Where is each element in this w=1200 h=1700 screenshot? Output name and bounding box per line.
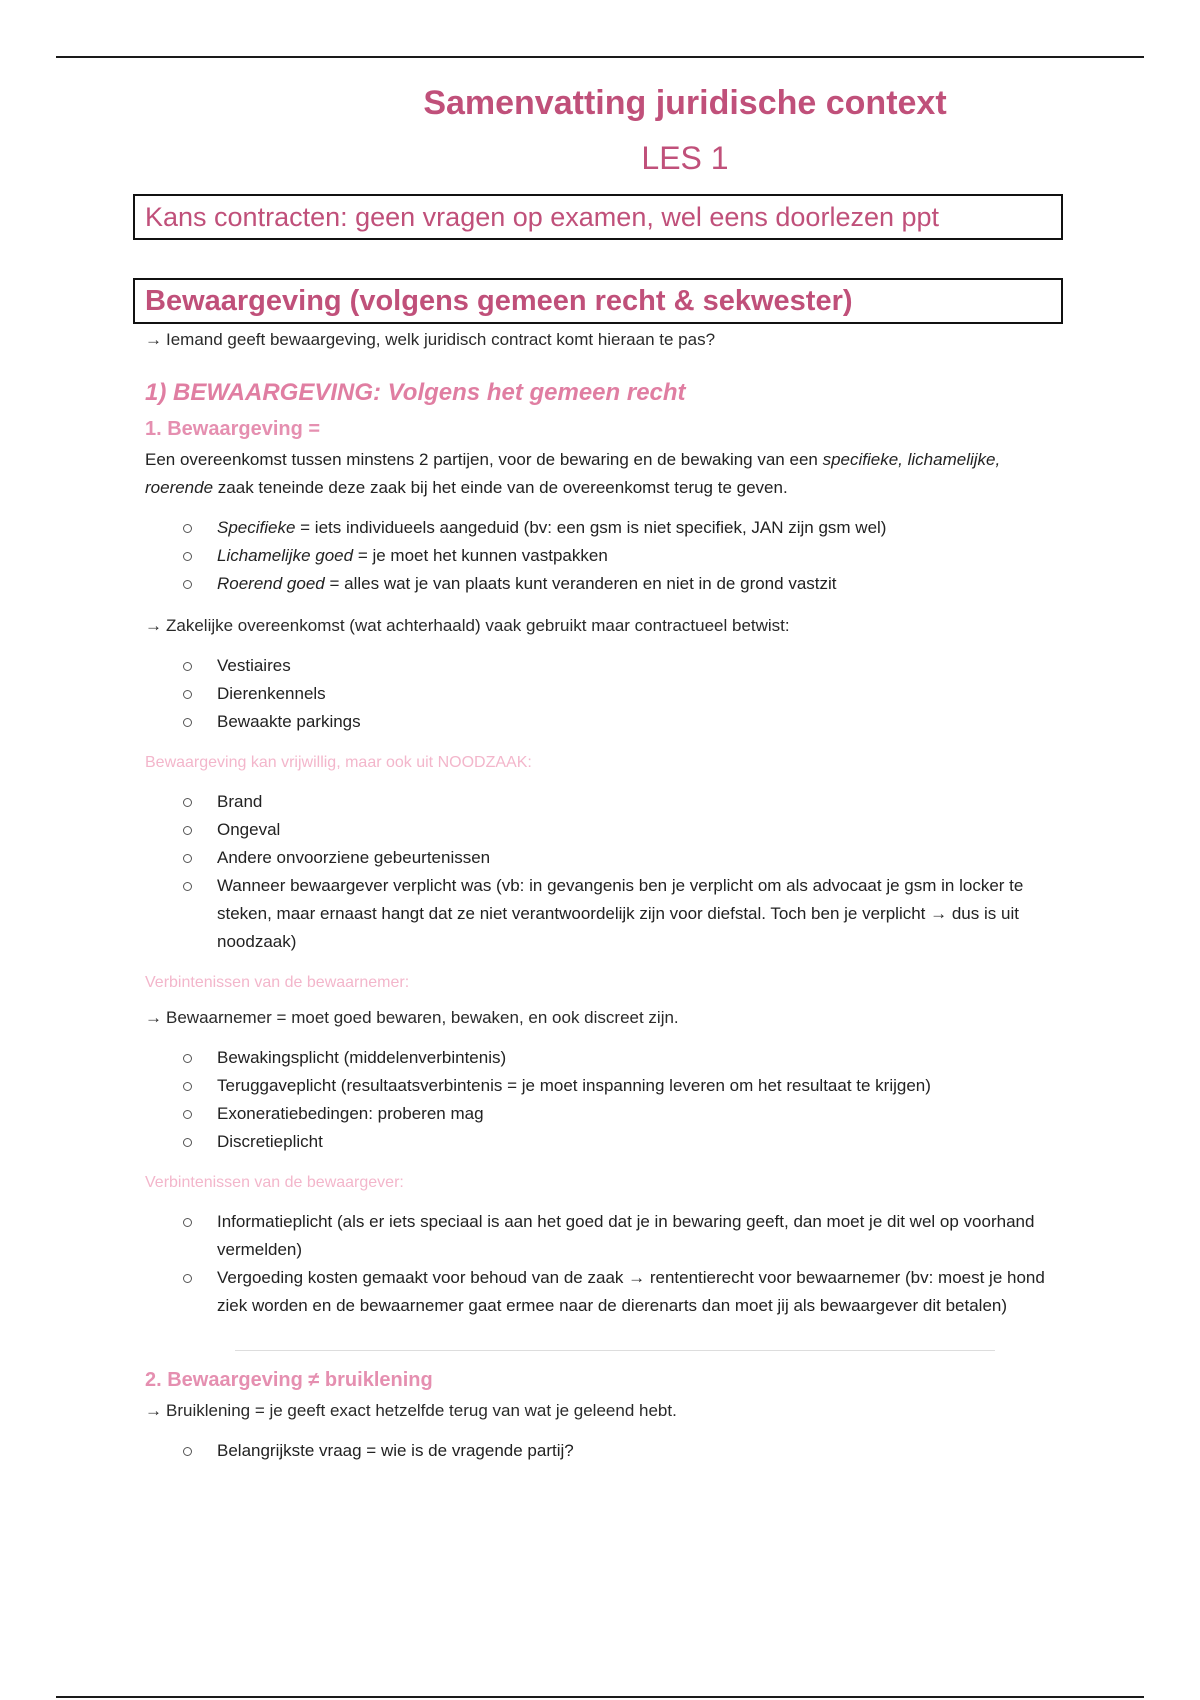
arrow-icon: →	[145, 1401, 162, 1420]
bullet-icon	[183, 1110, 192, 1119]
item-text: Ongeval	[217, 820, 281, 839]
bruik-list	[145, 1437, 1065, 1465]
list-item	[183, 1044, 1065, 1072]
bullet-icon	[183, 524, 192, 533]
bruik-text: Bruiklening = je geeft exact hetzelfde terug van wat je geleend hebt.	[166, 1401, 677, 1420]
bullet-icon	[183, 1082, 192, 1091]
bullet-icon	[183, 1447, 192, 1456]
list-item	[183, 788, 1065, 816]
list-item	[183, 1208, 1065, 1264]
bullet-icon	[183, 552, 192, 561]
term-desc: = iets individueels aangeduid (bv: een gsm is niet specifiek, JAN zijn gsm wel)	[295, 518, 887, 537]
bruik-line	[145, 1397, 1065, 1425]
item-text: Vestiaires	[217, 656, 291, 675]
list-item	[183, 542, 1065, 570]
bullet-icon	[183, 1138, 192, 1147]
term-desc: = je moet het kunnen vastpakken	[353, 546, 608, 565]
item-text: Andere onvoorziene gebeurtenissen	[217, 848, 491, 867]
document-page	[145, 80, 1065, 1465]
item-text: Wanneer bewaargever verplicht was (vb: in gevangenis ben je verplicht om als advocaat je gsm in locker te steken, maar ernaast hangt dat ze niet verantwoordelijk zijn voor diefstal. Toch ben je verplicht → dus is uit noodzaak)	[217, 876, 1024, 951]
zakelijke-text: Zakelijke overeenkomst (wat achterhaald) vaak gebruikt maar contractueel betwist:	[166, 616, 790, 635]
list-item	[183, 570, 1065, 598]
bullet-icon	[183, 1274, 192, 1283]
arrow-icon: →	[145, 616, 162, 635]
intro-line	[145, 326, 1065, 354]
list-item	[183, 872, 1065, 956]
bullet-icon	[183, 690, 192, 699]
list-item	[183, 1437, 1065, 1465]
bullet-icon	[183, 882, 192, 891]
bewaarnemer-note: Verbintenissen van de bewaarnemer:	[145, 974, 410, 991]
divider	[235, 1350, 995, 1351]
list-item	[183, 1128, 1065, 1156]
bewaargever-note: Verbintenissen van de bewaargever:	[145, 1174, 404, 1191]
list-item	[183, 680, 1065, 708]
bullet-icon	[183, 1218, 192, 1227]
lesson-label: LES 1	[641, 140, 729, 176]
note-box: Kans contracten: geen vragen op examen, wel eens doorlezen ppt	[133, 194, 1063, 240]
item-text: Teruggaveplicht (resultaatsverbintenis = je moet inspanning leveren om het resultaat te krijgen)	[217, 1076, 931, 1095]
list-item	[183, 514, 1065, 542]
list-item	[183, 1264, 1065, 1320]
item-text: Bewakingsplicht (middelenverbintenis)	[217, 1048, 507, 1067]
term: Lichamelijke goed	[217, 546, 354, 565]
bullet-icon	[183, 1054, 192, 1063]
intro-text: Iemand geeft bewaargeving, welk juridisch contract komt hieraan te pas?	[166, 330, 716, 349]
definition-text	[145, 446, 1065, 502]
item-text: Discretieplicht	[217, 1132, 323, 1151]
item-text: Bewaakte parkings	[217, 712, 361, 731]
item-text: Brand	[217, 792, 263, 811]
term: Roerend goed	[217, 574, 325, 593]
bullet-icon	[183, 826, 192, 835]
item-text: Exoneratiebedingen: proberen mag	[217, 1104, 484, 1123]
list-item	[183, 1072, 1065, 1100]
part1-heading: 1) BEWAARGEVING: Volgens het gemeen recht	[145, 379, 686, 406]
document-title: Samenvatting juridische context	[423, 84, 947, 122]
list-item	[183, 708, 1065, 736]
bullet-icon	[183, 580, 192, 589]
bewaarnemer-line	[145, 1004, 1065, 1032]
zakelijke-line	[145, 612, 1065, 640]
term: Specifieke	[217, 518, 296, 537]
definition-emphasis: specifieke, lichamelijke, roerende	[145, 450, 1001, 497]
part2-heading: 2. Bewaargeving ≠ bruiklening	[145, 1369, 433, 1391]
definition-list	[145, 514, 1065, 598]
definition-text-b: zaak teneinde deze zaak bij het einde van de overeenkomst terug te geven.	[213, 478, 788, 497]
arrow-icon: →	[145, 330, 162, 349]
bewaarnemer-text: Bewaarnemer = moet goed bewaren, bewaken, en ook discreet zijn.	[166, 1008, 679, 1027]
bullet-icon	[183, 718, 192, 727]
term-desc: = alles wat je van plaats kunt veranderen en niet in de grond vastzit	[324, 574, 837, 593]
list-item	[183, 844, 1065, 872]
list-item	[183, 652, 1065, 680]
top-rule	[56, 56, 1144, 58]
item-text: Belangrijkste vraag = wie is de vragende partij?	[217, 1441, 574, 1460]
arrow-icon: →	[145, 1008, 162, 1027]
definition-heading: 1. Bewaargeving =	[145, 418, 321, 440]
list-item	[183, 816, 1065, 844]
item-text: Dierenkennels	[217, 684, 326, 703]
zakelijke-list	[145, 652, 1065, 736]
item-text: Informatieplicht (als er iets speciaal is aan het goed dat je in bewaring geeft, dan moet je dit wel op voorhand vermelden)	[217, 1212, 1035, 1259]
bottom-rule	[56, 1696, 1144, 1698]
bullet-icon	[183, 854, 192, 863]
item-text: Vergoeding kosten gemaakt voor behoud van de zaak → rententierecht voor bewaarnemer (bv: moest je hond ziek worden en de bewaarnemer gaat ermee naar de dierenarts dan moet jij als bewaargever dit betalen)	[217, 1268, 1045, 1315]
bewaarnemer-list	[145, 1044, 1065, 1156]
definition-text-a: Een overeenkomst tussen minstens 2 partijen, voor de bewaring en de bewaking van een	[145, 450, 823, 469]
list-item	[183, 1100, 1065, 1128]
noodzaak-list	[145, 788, 1065, 956]
bullet-icon	[183, 662, 192, 671]
section-heading: Bewaargeving (volgens gemeen recht & sekwester)	[133, 278, 1063, 324]
noodzaak-note: Bewaargeving kan vrijwillig, maar ook uit NOODZAAK:	[145, 754, 532, 771]
bewaargever-list	[145, 1208, 1065, 1320]
bullet-icon	[183, 798, 192, 807]
